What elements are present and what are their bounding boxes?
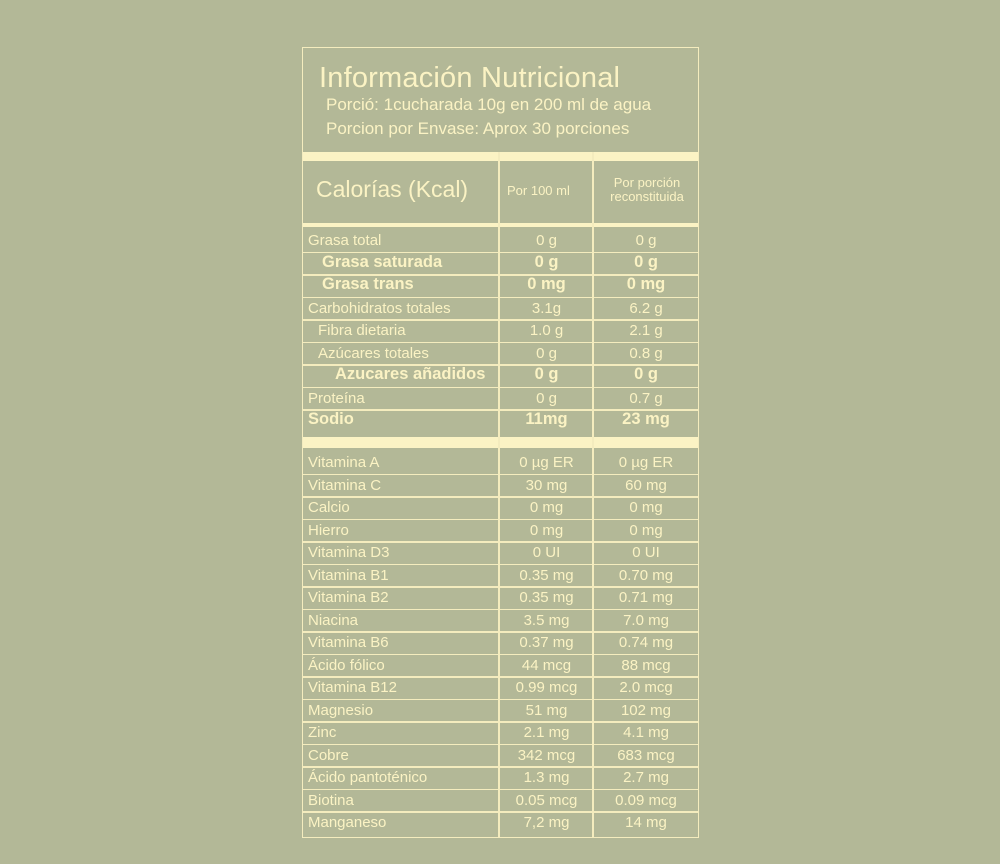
value-per-serving: 2.0 mcg [619,679,673,696]
value-per-100: 0 g [534,252,559,271]
nutrient-name: Calcio [308,499,350,516]
row-divider [303,766,698,768]
value-per-serving: 102 mg [620,701,672,719]
value-per-serving: 0 g [635,232,657,249]
value-per-serving: 23 mg [622,410,670,428]
table-row [303,541,698,563]
value-per-100: 0 g [536,232,557,249]
table-row [303,631,698,653]
value-per-serving: 14 mg [625,814,667,831]
value-per-serving: 0 mg [629,521,663,539]
nutrient-name: Vitamina A [308,454,380,471]
table-row [303,451,698,473]
value-per-serving: 0 g [634,252,658,271]
serving-size: Porció: 1cucharada 10g en 200 ml de agua [326,95,652,114]
value-per-100: 7,2 mg [523,814,570,831]
row-divider [303,541,698,543]
row-divider [303,319,698,321]
header-divider [303,152,698,161]
table-row [303,229,698,251]
nutrient-name: Vitamina B1 [308,566,389,584]
table-row [303,699,698,721]
value-per-serving: 2.1 g [629,322,663,339]
nutrient-name: Vitamina B6 [308,634,389,651]
value-per-100: 0.35 mg [519,589,574,606]
table-row [303,744,698,766]
label-title: Información Nutricional [319,62,621,94]
value-per-100: 0.35 mg [519,566,574,584]
value-per-100: 2.1 mg [523,724,570,741]
nutrient-name: Vitamina B2 [308,589,389,606]
value-per-100: 30 mg [525,476,568,494]
value-per-100: 0 g [534,365,559,383]
row-divider [303,811,698,813]
table-row [303,409,698,431]
value-per-serving: 0.09 mcg [615,791,677,809]
value-per-100: 0 mg [529,521,564,539]
table-row [303,564,698,586]
nutrient-name: Fibra dietaria [318,322,406,339]
columns-divider [303,223,698,227]
nutrient-name: Grasa trans [322,275,414,293]
table-row [303,297,698,319]
value-per-serving: 0.74 mg [618,634,674,651]
value-per-serving: 0 g [634,365,658,383]
servings-per-container: Porcion por Envase: Aprox 30 porciones [326,119,630,138]
row-divider [303,474,698,476]
value-per-serving: 60 mg [625,476,667,494]
value-per-serving: 0.71 mg [618,589,674,606]
value-per-serving: 4.1 mg [623,724,669,741]
value-per-100: 0 g [536,389,557,407]
value-per-100: 3.5 mg [523,611,570,629]
value-per-serving: 0.8 g [629,344,663,362]
nutrient-name: Ácido pantoténico [308,769,428,786]
value-per-100: 0 UI [532,544,561,561]
nutrient-name: Grasa saturada [322,252,443,271]
row-divider [303,721,698,723]
table-row [303,721,698,743]
row-divider [303,297,698,299]
nutrient-name: Azúcares totales [318,344,429,362]
nutrient-name: Proteína [308,389,365,407]
value-per-100: 342 mcg [517,746,576,764]
value-per-100: 51 mg [525,701,568,719]
row-divider [303,496,698,498]
value-per-100: 11mg [525,410,568,428]
value-per-100: 0 µg ER [519,454,574,471]
nutrient-name: Niacina [308,611,359,629]
value-per-serving: 0 mg [626,275,666,293]
value-per-100: 0.05 mcg [515,791,578,809]
table-row [303,519,698,541]
value-per-serving: 2.7 mg [623,769,669,786]
value-per-100: 0.37 mg [519,634,574,651]
row-divider [303,409,698,411]
row-divider [303,564,698,566]
table-row [303,676,698,698]
table-row [303,252,698,274]
nutrient-name: Sodio [308,410,354,428]
row-divider [303,586,698,588]
value-per-serving: 6.2 g [629,299,663,317]
value-per-100: 1.0 g [529,322,564,339]
table-row [303,496,698,518]
value-per-100: 3.1g [531,299,562,317]
nutrient-name: Grasa total [308,232,382,249]
value-per-100: 0 g [536,344,557,362]
value-per-serving: 0 mg [629,499,663,516]
row-divider [303,364,698,366]
row-divider [303,631,698,633]
row-divider [303,274,698,276]
row-divider [303,252,698,254]
column-header-per-serving: Por porción reconstituida [610,175,684,204]
row-divider [303,676,698,678]
table-row [303,654,698,676]
table-row [303,319,698,341]
value-per-serving: 88 mcg [621,656,671,674]
value-per-100: 0 mg [527,275,566,293]
value-per-serving: 0.70 mg [618,566,674,584]
row-divider [303,699,698,701]
table-row [303,387,698,409]
nutrient-name: Vitamina B12 [308,679,397,696]
table-row [303,364,698,386]
table-row [303,274,698,296]
table-row [303,766,698,788]
table-row [303,586,698,608]
vitamins-divider [303,437,698,448]
table-row [303,811,698,833]
row-divider [303,744,698,746]
calories-label: Calorías (Kcal) [316,176,469,202]
table-row [303,342,698,364]
row-divider [303,609,698,611]
nutrient-name: Zinc [308,724,337,741]
row-divider [303,789,698,791]
table-row [303,609,698,631]
value-per-100: 0 mg [529,499,564,516]
nutrient-name: Ácido fólico [308,656,385,674]
value-per-serving: 0 UI [632,544,660,561]
row-divider [303,342,698,344]
row-divider [303,654,698,656]
table-row [303,789,698,811]
nutrient-name: Magnesio [308,701,374,719]
nutrient-name: Cobre [308,746,349,764]
column-header-per-100: Por 100 ml [507,183,570,198]
nutrient-name: Vitamina C [308,476,382,494]
nutrient-name: Vitamina D3 [308,544,390,561]
row-divider [303,519,698,521]
value-per-serving: 683 mcg [617,746,675,764]
nutrient-name: Hierro [308,521,349,539]
value-per-100: 0.99 mcg [515,679,578,696]
value-per-serving: 0 µg ER [618,454,674,471]
nutrient-name: Biotina [308,791,354,809]
value-per-100: 44 mcg [521,656,572,674]
value-per-serving: 7.0 mg [623,611,669,629]
nutrient-name: Manganeso [308,814,387,831]
nutrient-name: Carbohidratos totales [308,299,451,317]
value-per-100: 1.3 mg [523,769,570,786]
table-row [303,474,698,496]
row-divider [303,387,698,389]
value-per-serving: 0.7 g [629,389,663,407]
nutrient-name: Azucares añadidos [335,365,486,383]
